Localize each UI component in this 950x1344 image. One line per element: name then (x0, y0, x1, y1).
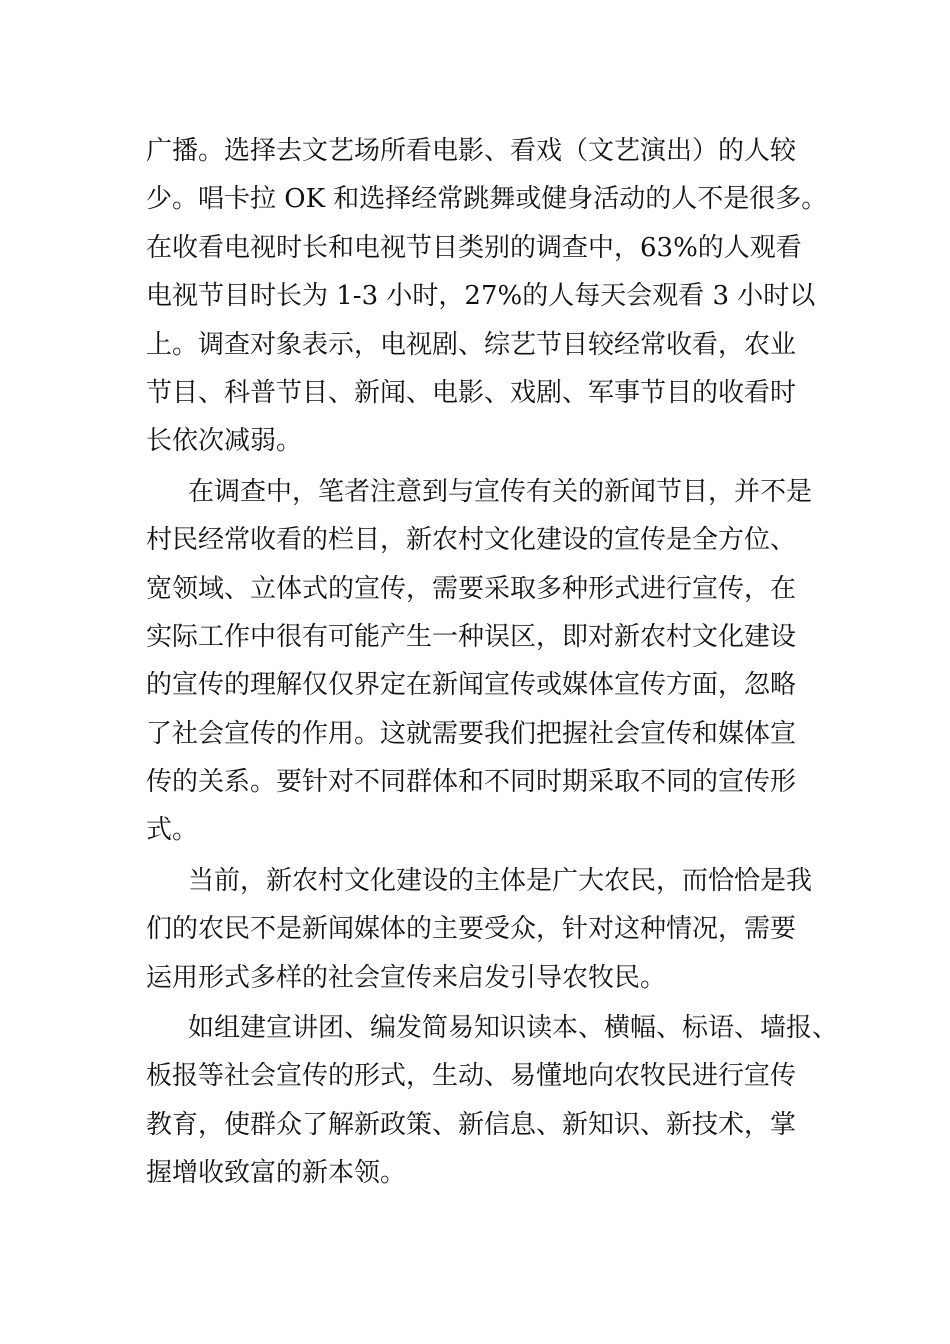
text-line: 宽领域、立体式的宣传，需要采取多种形式进行宣传，在 (146, 573, 797, 604)
paragraph-4 (146, 1004, 839, 1198)
text-line: 节目、科普节目、新闻、电影、戏剧、军事节目的收看时 (146, 377, 797, 408)
text-line: 在调查中，笔者注意到与宣传有关的新闻节目，并不是 (188, 476, 813, 507)
text-line: 板报等社会宣传的形式，生动、易懂地向农牧民进行宣传 (146, 1061, 797, 1092)
text-line: 电视节目时长为 1-3 小时，27%的人每天会观看 3 小时以 (146, 281, 816, 312)
text-line: 当前，新农村文化建设的主体是广大农民，而恰恰是我 (188, 865, 813, 896)
text-line: 握增收致富的新本领。 (146, 1158, 407, 1189)
text-line: 在收看电视时长和电视节目类别的调查中，63%的人观看 (146, 232, 802, 263)
text-line: 了社会宣传的作用。这就需要我们把握社会宣传和媒体宣 (146, 718, 797, 749)
text-line: 上。调查对象表示，电视剧、综艺节目较经常收看，农业 (146, 329, 797, 360)
text-line: 如组建宣讲团、编发简易知识读本、横幅、标语、墙报、 (188, 1013, 839, 1044)
document-body (146, 127, 839, 1200)
paragraph-3 (146, 857, 836, 1002)
text-line: 运用形式多样的社会宣传来启发引导农牧民。 (146, 962, 667, 993)
paragraph-1 (146, 127, 836, 466)
text-line: 的宣传的理解仅仅界定在新闻宣传或媒体宣传方面，忽略 (146, 670, 797, 701)
text-line: 传的关系。要针对不同群体和不同时期采取不同的宣传形 (146, 767, 797, 798)
text-line: 们的农民不是新闻媒体的主要受众，针对这种情况，需要 (146, 914, 797, 945)
text-line: 教育，使群众了解新政策、新信息、新知识、新技术，掌 (146, 1109, 797, 1140)
text-line: 村民经常收看的栏目，新农村文化建设的宣传是全方位、 (146, 525, 797, 556)
text-line: 少。唱卡拉 OK 和选择经常跳舞或健身活动的人不是很多。 (146, 184, 828, 215)
text-line: 广播。选择去文艺场所看电影、看戏（文艺演出）的人较 (146, 136, 797, 166)
text-line: 实际工作中很有可能产生一种误区，即对新农村文化建设 (146, 621, 797, 652)
text-line: 式。 (146, 815, 199, 846)
text-line: 长依次减弱。 (146, 426, 303, 457)
paragraph-2 (146, 468, 836, 855)
